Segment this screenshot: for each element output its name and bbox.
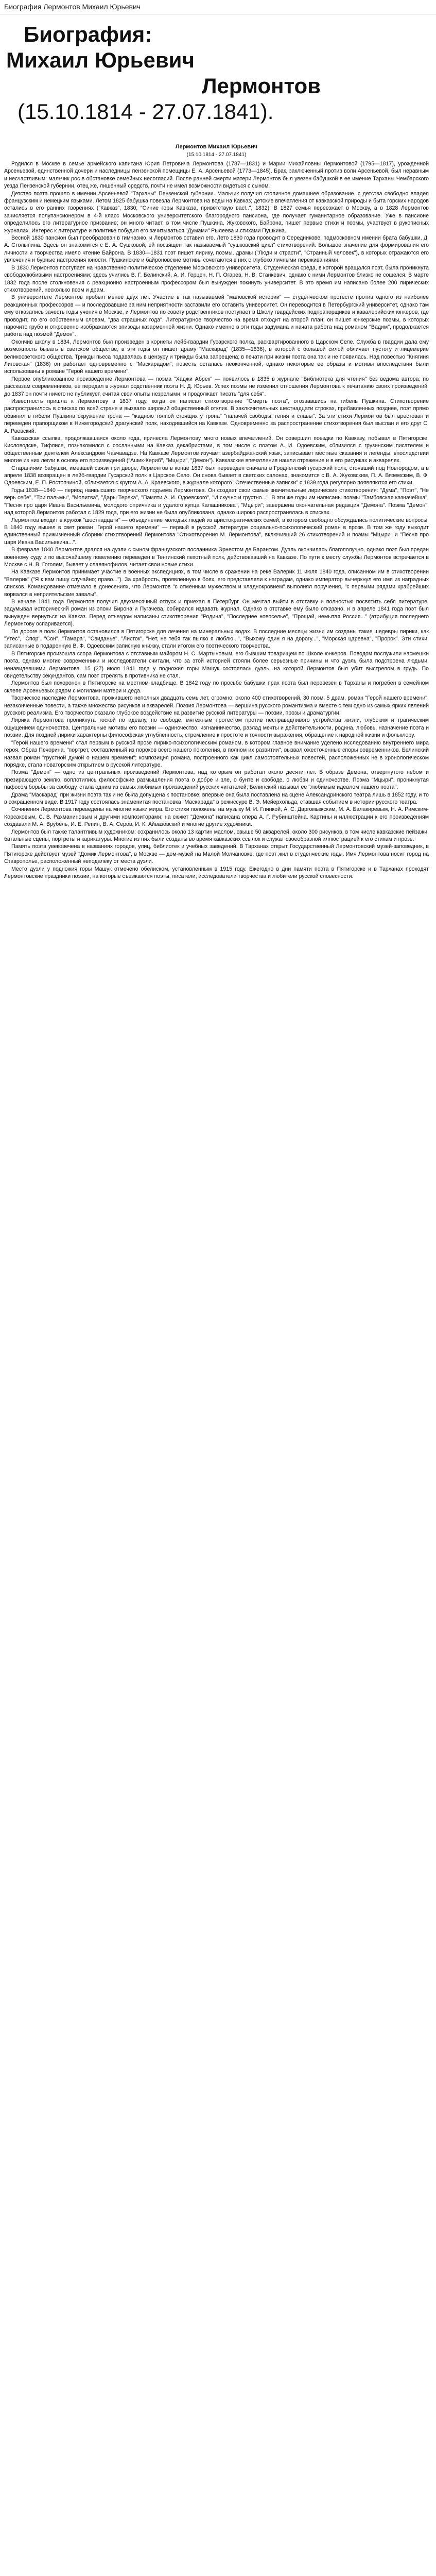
article-paragraph: Драма "Маскарад" при жизни поэта так и не была допущена к постановке; впервые она была поставлена на сцене Александринского театра лишь в 1852 году, и то в сокращенном виде. В 1917 году состоялась знаменитая постановка "Маскарада" в режиссуре В. Э. Мейерхольда, ставшая событием в истории русского театра. (4, 791, 429, 805)
article-paragraph: На Кавказе Лермонтов принимает участие в военных экспедициях, в том числе в сражении на реке Валерик 11 июля 1840 года, описанном им в стихотворении "Валерик" ("Я к вам пишу случайно; право..."). За храбрость, проявленную в боях, его представляли к наградам, однако император вычеркнул его имя из наградных списков. Командование отмечало в донесениях, что Лермонтов "с отменным мужеством и хладнокровием" выполнял поручения, "с первыми рядами храбрейших ворвался в неприятельские завалы". (4, 569, 429, 598)
article-paragraph: Известность пришла к Лермонтову в 1837 году, когда он написал стихотворение "Смерть поэта", отозвавшись на гибель Пушкина. Стихотворение распространилось в списках по всей стране и вызвало широкий общественный отклик. В заключительных шестнадцати строках, прибавленных позднее, поэт прямо обвинил в гибели Пушкина окружение трона — "жадною толпой стоящих у трона" "палачей свободы, гения и славы". За эти стихи Лермонтов был арестован и переведен прапорщиком в Нижегородский драгунский полк, находившийся на Кавказе. Одновременно за распространение стихотворения был выслан и его друг С. А. Раевский. (4, 398, 429, 434)
article-paragraph: Детство поэта прошло в имении Арсеньевой "Тарханы" Пензенской губернии. Мальчик получил столичное домашнее образование, с детства свободно владел французским и немецким языками. Летом 1825 бабушка повезла Лермонтова на воды на Кавказ; детские впечатления от кавказской природы и быта горских народов остались в его ранних творениях ("Кавказ", 1830; "Синие горы Кавказа, приветствую вас!..", 1832). В 1827 семья переезжает в Москву, а в 1828 Лермонтов зачисляется полупансионером в 4-й класс Московского университетского благородного пансиона, где получает гуманитарное образование. Уже в пансионе определилось его литературное призвание; он много читает, в том числе Пушкина, Жуковского, Байрона, пишет первые стихи и поэмы, участвует в рукописных журналах. Интерес к литературе и политике побудил его зачитываться "Думами" Рылеева и стихами Пушкина. (4, 190, 429, 234)
hero-title-line-1: Биография: (24, 22, 152, 46)
article-paragraph: Весной 1830 пансион был преобразован в гимназию, и Лермонтов оставил его. Лето 1830 года проводит в Середникове, подмосковном имении брата бабушки, Д. А. Столыпина. Здесь он знакомится с Е. А. Сушковой; ей посвящен так называемый "сушковский цикл" стихотворений. Большое значение для формирования его личности и творчества имело чтение Байрона. В 1830—1831 поэт пишет лирику, поэмы, драмы ("Люди и страсти", "Странный человек"), в которых отражаются его увлечения и бурные настроения юности. Пушкинские и байроновские мотивы сочетаются в них с глубоко личными переживаниями. (4, 235, 429, 264)
article-dates: (15.10.1814 - 27.07.1841) (186, 152, 247, 158)
article-paragraph: Лермонтов был похоронен в Пятигорске на местном кладбище. В 1842 году по просьбе бабушки прах поэта был перевезен в Тарханы и погребен в семейном склепе Арсеньевых рядом с могилами матери и деда. (4, 680, 429, 694)
window-title: Биография Лермонтов Михаил Юрьевич (4, 3, 141, 11)
hero-dates: (15.10.1814 - 27.07.1841). (18, 99, 274, 124)
article-paragraph: В университете Лермонтов пробыл менее двух лет. Участие в так называемой "маловской истории" — студенческом протесте против одного из наиболее реакционных профессоров — и последовавшие за ним неприятности заставили его оставить университет. Он переводится в Петербургский университет, однако там ему отказались зачесть годы учения в Москве, и Лермонтов по совету родственников поступает в Школу гвардейских подпрапорщиков и кавалерийских юнкеров, где проводит, по его собственным словам, "два страшных года". Литературное творчество на время отходит на второй план; он пишет юнкерские поэмы, в которых нарочито грубо и откровенно изображаются эпизоды казарменной жизни. Однако именно в эти годы задумана и начата работа над романом "Вадим", продолжается работа над поэмой "Демон". (4, 294, 429, 338)
article-paragraph: Поэма "Демон" — одно из центральных произведений Лермонтова, над которым он работал около десяти лет. В образе Демона, отвергнутого небом и презирающего землю, воплотились философские размышления поэта о добре и зле, о бунте и свободе, о любви и одиночестве. Поэма "Мцыри", проникнутая пафосом борьбы за свободу, стала одним из самых любимых произведений русских читателей; Белинский называл ее "любимым идеалом нашего поэта". (4, 769, 429, 791)
article-paragraph: В 1830 Лермонтов поступает на нравственно-политическое отделение Московского университета. Студенческая среда, в которой вращался поэт, была проникнута свободолюбивыми настроениями; здесь учились В. Г. Белинский, А. И. Герцен, Н. П. Огарев, Н. В. Станкевич, однако с ними Лермонтов близко не сошелся. В марте 1832 года после столкновения с реакционно настроенным профессором был вынужден покинуть университет. В это время им написано более 200 лирических стихотворений, несколько поэм и драм. (4, 264, 429, 293)
hero-title-line-3: Лермонтов (202, 74, 321, 98)
article-title: Лермонтов Михаил Юрьевич (175, 144, 258, 150)
article-paragraph: Лермонтов входит в кружок "шестнадцати" — объединение молодых людей из аристократических семей, в котором свободно обсуждались политические вопросы. В 1840 году вышел в свет роман "Герой нашего времени" — первый в русской литературе социально-психологический роман в прозе. В том же году выходит единственный прижизненный сборник стихотворений Лермонтова "Стихотворения М. Лермонтова", включивший 26 стихотворений и поэмы "Мцыри" и "Песня про царя Ивана Васильевича...". (4, 517, 429, 546)
article-paragraph: Кавказская ссылка, продолжавшаяся около года, принесла Лермонтову много новых впечатлений. Он совершил поездки по Кавказу, побывал в Пятигорске, Кисловодске, Тифлисе, познакомился с сосланными на Кавказ декабристами, в том числе с поэтом А. И. Одоевским, сблизился с грузинским писателем и общественным деятелем Александром Чавчавадзе. На Кавказе Лермонтов изучает азербайджанский язык, записывает местные сказания и легенды; впоследствии многие из них легли в основу его произведений ("Ашик-Кериб", "Мцыри", "Демон"). Кавказские впечатления нашли отражение и в его рисунках и акварелях. (4, 435, 429, 464)
article-paragraph: Место дуэли у подножия горы Машук отмечено обелиском, установленным в 1915 году. Ежегодно в дни памяти поэта в Пятигорске и в Тарханах проходят Лермонтовские праздники поэзии, на которые съезжаются поэты, писатели, исследователи творчества и любители русской словесности. (4, 866, 429, 879)
article-paragraph: Стараниями бабушки, имевшей связи при дворе, Лермонтов в конце 1837 был переведен сначала в Гродненский гусарский полк, стоявший под Новгородом, а в апреле 1838 возвращен в лейб-гвардии Гусарский полк в Царское Село. Он снова бывает в светских салонах, знакомится с В. А. Жуковским, П. А. Вяземским, В. Ф. Одоевским, Е. П. Ростопчиной, сближается с кругом А. А. Краевского, в журнале которого "Отечественные записки" с 1839 года регулярно появляются его стихи. (4, 465, 429, 486)
article-paragraph: Лирика Лермонтова проникнута тоской по идеалу, по свободе, мятежным протестом против несправедливого устройства жизни, глубоким и трагическим ощущением одиночества. Центральные мотивы его поэзии — одиночество, изгнанничество, разлад мечты и действительности, родина, любовь, назначение поэта и поэзии. Для поздней лирики характерны философская углубленность, стремление к простоте и точности выражения, обращение к народной жизни и фольклору. (4, 717, 429, 739)
hero-title-line-2: Михаил Юрьевич (6, 48, 195, 72)
article-paragraph: Окончив школу в 1834, Лермонтов был произведен в корнеты лейб-гвардии Гусарского полка, расквартированного в Царском Селе. Служба в гвардии дала ему возможность бывать в светском обществе; в эти годы он пишет драму "Маскарад" (1835—1836), в которой с большой силой обличает пустоту и лицемерие великосветского общества. Трижды пьеса подавалась в цензуру и трижды была запрещена; в печати при жизни поэта она так и не появилась. Над повестью "Княгиня Лиговская" (1836) он работает одновременно с "Маскарадом"; повесть осталась неоконченной, однако некоторые ее образы и мотивы впоследствии были использованы в романе "Герой нашего времени". (4, 338, 429, 375)
article-paragraph: Память поэта увековечена в названиях городов, улиц, библиотек и учебных заведений. В Тарханах открыт Государственный Лермонтовский музей-заповедник, в Пятигорске действует музей "Домик Лермонтова", в Москве — дом-музей на Малой Молчановке, где поэт жил в студенческие годы. Имя Лермонтова носит город на Ставрополье, расположенный неподалеку от места дуэли. (4, 843, 429, 865)
article-paragraph: Родился в Москве в семье армейского капитана Юрия Петровича Лермонтова (1787—1831) и Марии Михайловны Лермонтовой (1795—1817), урожденной Арсеньевой, единственной дочери и наследницы пензенской помещицы Е. А. Арсеньевой (1773—1845). Брак, заключенный против воли Арсеньевой, был неравным и несчастливым: мальчик рос в обстановке семейных несогласий. После ранней смерти матери Лермонтов был увезен бабушкой в ее имение Тарханы Чембарского уезда Пензенской губернии, отец же, лишенный средств, почти не имел возможности видеться с сыном. (4, 161, 429, 190)
biography-article (0, 143, 436, 880)
article-paragraph: В феврале 1840 Лермонтов дрался на дуэли с сыном французского посланника Эрнестом де Барантом. Дуэль окончилась благополучно, однако поэт был предан военному суду и по высочайшему повелению переведен в Тенгинский пехотный полк, действовавший на Кавказе. По пути к месту службы Лермонтов встречается в Москве с Н. В. Гоголем, бывает у славянофилов, читает свои новые стихи. (4, 547, 429, 568)
article-paragraph: В начале 1841 года Лермонтов получил двухмесячный отпуск и приехал в Петербург. Он мечтал выйти в отставку и полностью посвятить себя литературе, задумывал исторический роман из эпохи Бирона и Пугачева, собирался издавать журнал. Однако в отставке ему было отказано, и в апреле 1841 года поэт был вынужден вернуться на Кавказ. Перед отъездом написаны стихотворения "Родина", "Последнее новоселье", "Прощай, немытая Россия..." (атрибуция последнего Лермонтову оспаривается). (4, 598, 429, 628)
article-paragraph: "Герой нашего времени" стал первым в русской прозе лирико-психологическим романом, в котором главное внимание уделено исследованию внутреннего мира героя. Образ Печорина, "портрет, составленный из пороков всего нашего поколения, в полном их развитии", вызвал ожесточенные споры современников. Белинский назвал роман "грустной думой о нашем времени"; композиция романа, построенного как цикл самостоятельных повестей, расположенных не в хронологическом порядке, стала новаторским открытием в русской литературе. (4, 739, 429, 768)
article-body (4, 160, 429, 880)
hero-heading (0, 14, 436, 143)
article-paragraph: В Пятигорске произошла ссора Лермонтова с отставным майором Н. С. Мартыновым, его бывшим товарищем по Школе юнкеров. Поводом послужили насмешки поэта, однако многие современники и исследователи считали, что за этой историей стояли более серьезные причины и что дуэль была подстроена людьми, ненавидевшими Лермонтова. 15 (27) июля 1841 года у подножия горы Машук состоялась дуэль, на которой Лермонтов был убит выстрелом в грудь. По свидетельству секундантов, сам поэт стрелять в противника не стал. (4, 650, 429, 680)
article-paragraph: Годы 1838—1840 — период наивысшего творческого подъема Лермонтова. Он создает свои самые значительные лирические стихотворения: "Дума", "Поэт", "Не верь себе", "Три пальмы", "Молитва", "Дары Терека", "Памяти А. И. Одоевского", "И скучно и грустно...". В эти же годы им написаны поэмы "Тамбовская казначейша", "Песня про царя Ивана Васильевича, молодого опричника и удалого купца Калашникова", "Мцыри"; завершена окончательная редакция "Демона". Поэма "Демон", над которой Лермонтов работал с 1829 года, при его жизни не была опубликована, однако широко распространялась в списках. (4, 487, 429, 516)
article-paragraph: Первое опубликованное произведение Лермонтова — поэма "Хаджи Абрек" — появилось в 1835 в журнале "Библиотека для чтения" без ведома автора; по рассказам современников, ее передал в журнал родственник поэта Н. Д. Юрьев. Успех поэмы не изменил отношения Лермонтова к печатанию своих произведений: до 1837 он почти ничего не публикует, считая свои опыты незрелыми, и продолжает писать "для себя". (4, 376, 429, 397)
article-paragraph: Сочинения Лермонтова переведены на многие языки мира. Его стихи положены на музыку М. И. Глинкой, А. С. Даргомыжским, М. А. Балакиревым, Н. А. Римским-Корсаковым, С. В. Рахманиновым и другими композиторами; на сюжет "Демона" написана опера А. Г. Рубинштейна. Картины и иллюстрации к его произведениям создавали М. А. Врубель, И. Е. Репин, В. А. Серов, И. К. Айвазовский и многие другие художники. (4, 806, 429, 828)
article-paragraph: По дороге в полк Лермонтов остановился в Пятигорске для лечения на минеральных водах. В последние месяцы жизни им созданы такие шедевры лирики, как "Утес", "Спор", "Сон", "Тамара", "Свиданье", "Листок", "Нет, не тебя так пылко я люблю...", "Выхожу один я на дорогу...", "Морская царевна", "Пророк". Эти стихи, записанные в подаренную В. Ф. Одоевским записную книжку, стали итогом его поэтического творчества. (4, 628, 429, 650)
article-paragraph: Лермонтов был также талантливым художником: сохранилось около 13 картин маслом, свыше 50 акварелей, около 300 рисунков, в том числе кавказские пейзажи, батальные сцены, портреты и карикатуры. Многие из них были созданы во время кавказских ссылок и служат своеобразной иллюстрацией к его стихам и прозе. (4, 828, 429, 842)
article-paragraph: Творческое наследие Лермонтова, прожившего неполных двадцать семь лет, огромно: около 400 стихотворений, 30 поэм, 5 драм, роман "Герой нашего времени", незаконченные повести, а также множество рисунков и акварелей. Поэзия Лермонтова — вершина русского романтизма и вместе с тем одно из самых ярких явлений русского реализма. Его творчество оказало глубокое воздействие на развитие русской литературы — поэзии, прозы и драматургии. (4, 695, 429, 717)
window-title-bar (0, 0, 436, 14)
